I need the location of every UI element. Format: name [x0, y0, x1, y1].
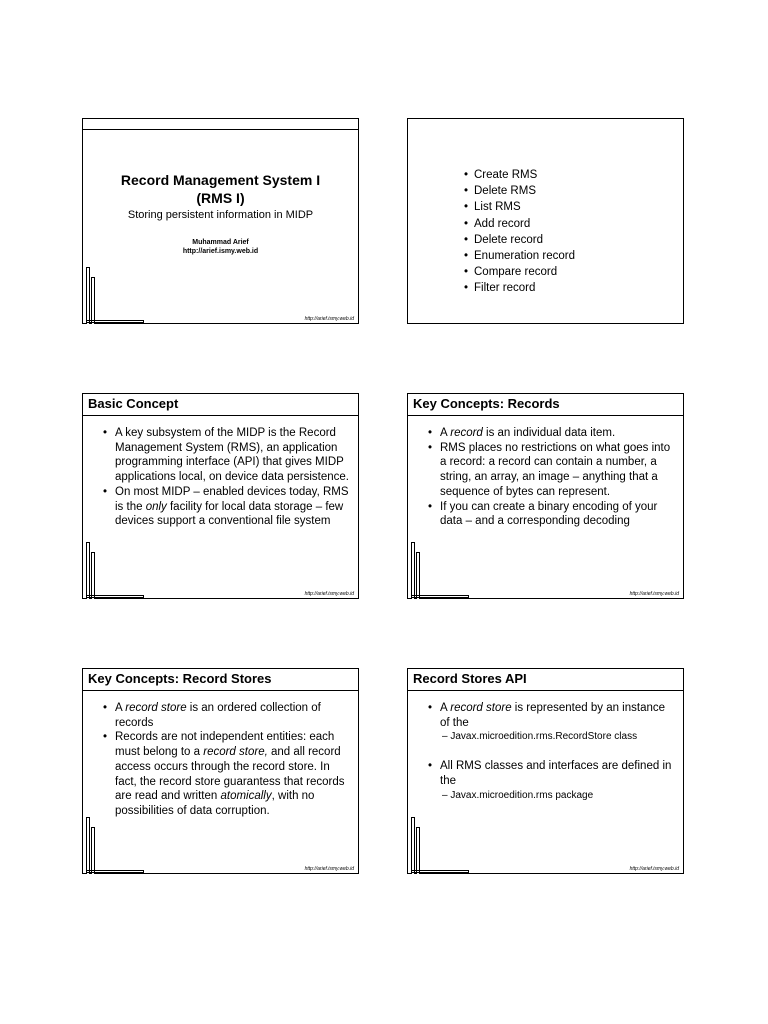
decor-bar — [86, 320, 144, 323]
slide-footer: http://arief.ismy.web.id — [304, 316, 354, 322]
list-item: • Create RMS — [464, 167, 575, 183]
decor-bar — [416, 827, 420, 874]
presentation-subtitle: Storing persistent information in MIDP — [127, 209, 314, 221]
sub-bullet: – Javax.microedition.rms.RecordStore class — [442, 731, 638, 743]
slide-title-bar — [408, 394, 683, 416]
bullet: • A record store is represented by an instance of the – Javax.microedition.rms.RecordStore class — [428, 701, 675, 743]
bullet: • Records are not independent entities: each must belong to a record store, and all record access occurs through the record store. In fact, the record store guarantess that records are read and written atomically, with no possibilities of data corruption. — [103, 730, 350, 818]
decor-bar — [416, 552, 420, 599]
slide-content — [103, 701, 350, 819]
slide-basic-concept — [82, 393, 359, 599]
bullet: • A record store is an ordered collection of records — [103, 701, 350, 730]
slide-key-concepts-record-stores — [82, 668, 359, 874]
slide-key-concepts-records — [407, 393, 684, 599]
decor-bar — [91, 552, 95, 599]
bullet: • On most MIDP – enabled devices today, RMS is the only facility for local data storage – few devices support a conventional file system — [103, 485, 350, 529]
bullet: • RMS places no restrictions on what goes into a record: a record can contain a number, a string, an array, an image – anything that a sequence of bytes can represent. — [428, 441, 675, 500]
decor-bar — [91, 277, 95, 324]
decor-bar — [86, 595, 144, 598]
decor-bar — [411, 817, 415, 874]
slide-footer: http://arief.ismy.web.id — [304, 591, 354, 597]
slide-footer: http://arief.ismy.web.id — [629, 866, 679, 872]
slide-top-rule — [83, 129, 358, 130]
slide-title: Basic Concept — [88, 396, 179, 411]
slide-footer: http://arief.ismy.web.id — [629, 591, 679, 597]
list-item: • Filter record — [464, 280, 575, 296]
author-block — [83, 238, 358, 256]
presentation-title: Record Management System I (RMS I) — [120, 172, 321, 206]
slide-title: Record Stores API — [413, 671, 527, 686]
decor-bar — [91, 827, 95, 874]
decor-bar — [411, 542, 415, 599]
slide-content — [428, 701, 675, 802]
decor-bar — [86, 870, 144, 873]
list-item: • Delete record — [464, 232, 575, 248]
decor-bar — [86, 817, 90, 874]
list-item: • Add record — [464, 216, 575, 232]
slide-title-bar — [83, 669, 358, 691]
bullet: • All RMS classes and interfaces are defined in the – Javax.microedition.rms package — [428, 759, 675, 801]
slide-agenda — [407, 118, 684, 324]
bullet: • A key subsystem of the MIDP is the Record Management System (RMS), an application programming interface (API) that gives MIDP applications local, on device data persistence. — [103, 426, 350, 485]
decor-bar — [411, 595, 469, 598]
author-name: Muhammad Arief — [192, 239, 249, 246]
list-item: • List RMS — [464, 199, 575, 215]
slide-title: Key Concepts: Records — [413, 396, 560, 411]
list-item: • Enumeration record — [464, 248, 575, 264]
bullet: • A record is an individual data item. — [428, 426, 675, 441]
list-item: • Compare record — [464, 264, 575, 280]
author-url: http://arief.ismy.web.id — [182, 248, 259, 255]
slide-title — [82, 118, 359, 324]
slide-footer: http://arief.ismy.web.id — [304, 866, 354, 872]
agenda-list — [464, 167, 575, 297]
sub-bullet: – Javax.microedition.rms package — [442, 789, 594, 801]
slide-title: Key Concepts: Record Stores — [88, 671, 272, 686]
slide-content — [103, 426, 350, 529]
decor-bar — [411, 870, 469, 873]
slide-content — [428, 426, 675, 529]
decor-bar — [86, 542, 90, 599]
decor-bar — [86, 267, 90, 324]
slide-title-bar — [83, 394, 358, 416]
slide-record-stores-api — [407, 668, 684, 874]
bullet: • If you can create a binary encoding of your data – and a corresponding decoding — [428, 500, 675, 529]
list-item: • Delete RMS — [464, 183, 575, 199]
slide-title-bar — [408, 669, 683, 691]
